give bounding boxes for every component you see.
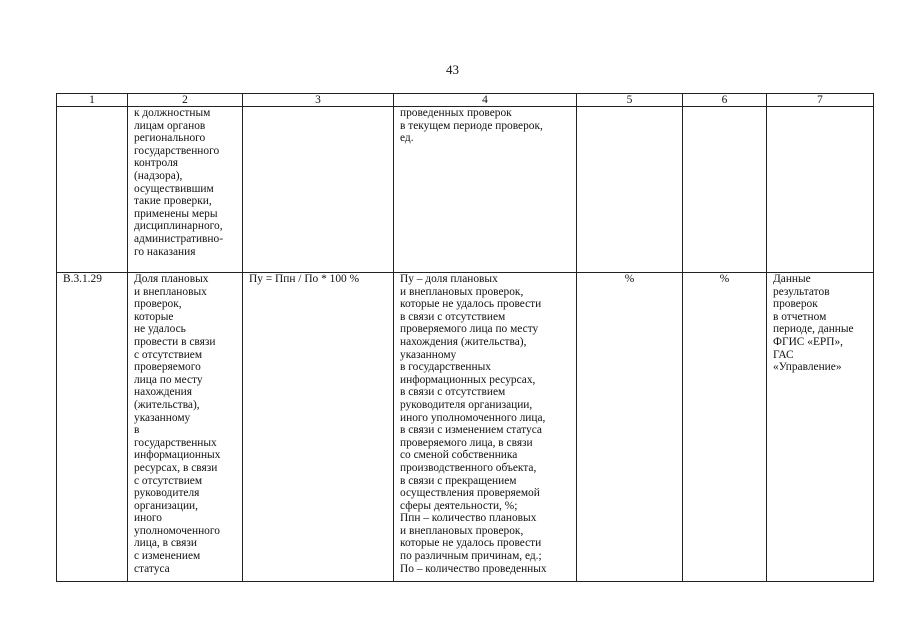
text-line: Данные	[773, 273, 811, 285]
text-line: ед.	[400, 132, 414, 145]
indicator-unit-2: %	[683, 273, 767, 582]
text-line: государственного	[134, 144, 220, 157]
text-line: статуса	[134, 562, 170, 575]
text-line: иного уполномоченного лица,	[400, 411, 546, 424]
text-line: которые не удалось провести	[400, 298, 542, 311]
indicator-code: В.3.1.29	[57, 273, 128, 582]
text-line: административно-	[134, 232, 224, 245]
text-line: осуществившим	[134, 182, 214, 195]
text-line: контроля	[134, 157, 179, 170]
column-number-2: 2	[128, 94, 243, 107]
text-line: и внеплановых проверок,	[400, 524, 524, 537]
text-line: в связи с отсутствием	[400, 386, 506, 399]
column-number-3: 3	[243, 94, 394, 107]
text-line: указанному	[400, 348, 457, 361]
text-line: и внеплановых	[134, 285, 207, 298]
text-line: лица по месту	[134, 373, 203, 386]
text-line: информационных ресурсах,	[400, 373, 536, 386]
text-line: с отсутствием	[134, 348, 203, 361]
text-line: которые не удалось провести	[400, 537, 542, 550]
indicator-name-cell	[128, 273, 243, 582]
text-line: организации,	[134, 499, 198, 512]
column-number-6: 6	[683, 94, 767, 107]
text-line: Ппн – количество плановых	[400, 512, 537, 525]
text-line: ГАС	[773, 348, 794, 361]
indicator-unit: %	[577, 273, 683, 582]
text-line: с изменением	[134, 550, 201, 563]
text-line: лица, в связи	[134, 537, 197, 550]
text-line: государственных	[134, 436, 217, 449]
table-row	[57, 107, 874, 273]
text-line: ФГИС «ЕРП»,	[773, 335, 844, 348]
text-line: руководителя	[134, 487, 200, 500]
text-line: нахождения (жительства),	[400, 335, 527, 348]
text-line: в связи с прекращением	[400, 474, 517, 487]
text-line: периоде, данные	[773, 323, 854, 336]
text-line: Пу – доля плановых	[400, 273, 498, 285]
text-line: информационных	[134, 449, 221, 462]
text-line: которые	[134, 310, 174, 323]
column-number-row	[57, 94, 874, 107]
row-a-source-cell	[767, 107, 874, 273]
text-line: провести в связи	[134, 335, 216, 348]
table-row	[57, 273, 874, 582]
page-number: 43	[446, 62, 459, 77]
column-number-1: 1	[57, 94, 128, 107]
row-a-formula-cell	[243, 107, 394, 273]
text-line: со сменой собственника	[400, 449, 518, 462]
text-line: лицам органов	[134, 119, 206, 132]
text-line: уполномоченного	[134, 524, 220, 537]
row-a-unit2-cell	[683, 107, 767, 273]
text-line: в	[134, 424, 140, 437]
text-line: ресурсах, в связи	[134, 461, 218, 474]
text-line: дисциплинарного,	[134, 220, 223, 233]
text-line: указанному	[134, 411, 191, 424]
column-number-5: 5	[577, 94, 683, 107]
text-line: в отчетном	[773, 310, 827, 323]
text-line: руководителя организации,	[400, 398, 533, 411]
text-line: сферы деятельности, %;	[400, 499, 518, 512]
text-line: проверок,	[134, 298, 182, 311]
indicator-table	[56, 93, 874, 582]
text-line: с отсутствием	[134, 474, 203, 487]
text-line: такие проверки,	[134, 195, 212, 208]
text-line: проверяемого	[134, 361, 201, 374]
text-line: го наказания	[134, 245, 196, 258]
text-line: и внеплановых проверок,	[400, 285, 524, 298]
text-line: проверяемого лица по месту	[400, 323, 539, 336]
text-line: Доля плановых	[134, 273, 209, 285]
text-line: в связи с изменением статуса	[400, 424, 542, 437]
text-line: (надзора),	[134, 169, 183, 182]
text-line: регионального	[134, 132, 206, 145]
text-line: к должностным	[134, 107, 211, 119]
row-a-code-cell	[57, 107, 128, 273]
text-line: результатов	[773, 285, 830, 298]
text-line: проведенных проверок	[400, 107, 512, 119]
text-line: производственного объекта,	[400, 461, 537, 474]
text-line: осуществления проверяемой	[400, 487, 540, 500]
text-line: «Управление»	[773, 361, 842, 374]
text-line: в государственных	[400, 361, 491, 374]
text-line: не удалось	[134, 323, 186, 336]
indicator-source-cell	[767, 273, 874, 582]
text-line: (жительства),	[134, 398, 200, 411]
column-number-4: 4	[394, 94, 577, 107]
text-line: проверок	[773, 298, 818, 311]
indicator-variables-cell	[394, 273, 577, 582]
row-a-variables-cell	[394, 107, 577, 273]
column-number-7: 7	[767, 94, 874, 107]
text-line: проверяемого лица, в связи	[400, 436, 533, 449]
indicator-formula: Пу = Ппн / По * 100 %	[243, 273, 394, 582]
text-line: По – количество проведенных	[400, 562, 547, 575]
row-a-indicator-name-cell	[128, 107, 243, 273]
text-line: иного	[134, 512, 162, 525]
row-a-unit-cell	[577, 107, 683, 273]
text-line: в текущем периоде проверок,	[400, 119, 543, 132]
text-line: применены меры	[134, 207, 218, 220]
text-line: в связи с отсутствием	[400, 310, 506, 323]
text-line: по различным причинам, ед.;	[400, 550, 542, 563]
text-line: нахождения	[134, 386, 192, 399]
